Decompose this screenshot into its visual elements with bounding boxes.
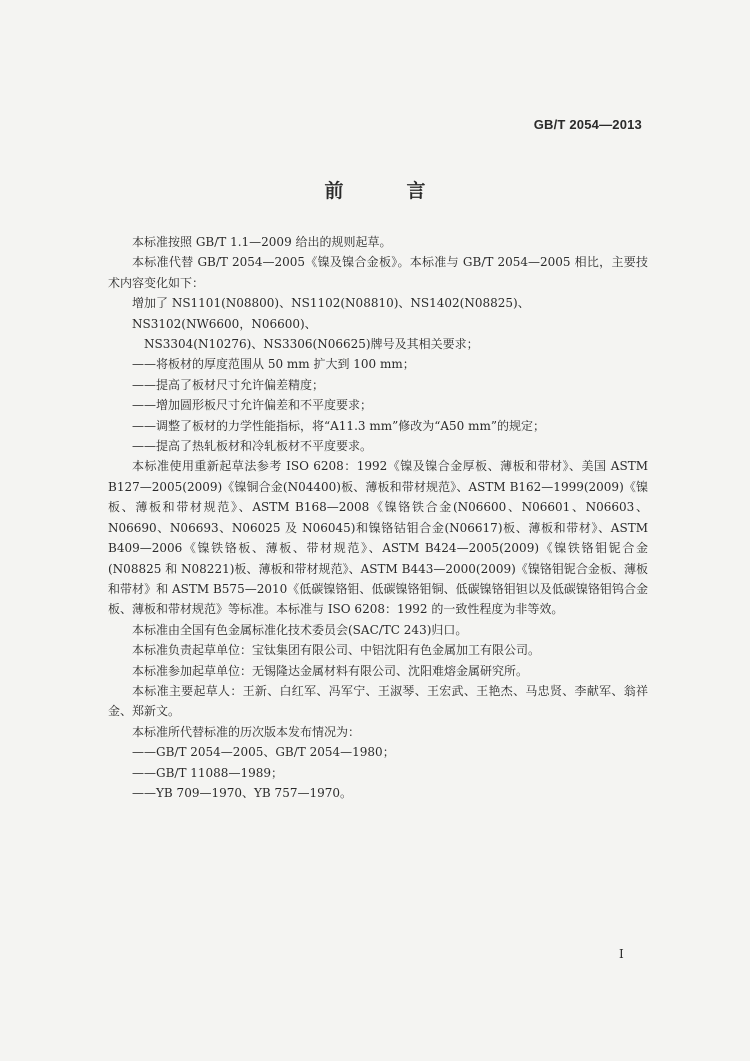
list-item: ——调整了板材的力学性能指标，将“A11.3 mm”修改为“A50 mm”的规定； [132, 418, 546, 433]
list-item: ——提高了板材尺寸允许偏差精度； [132, 377, 325, 392]
list-item: ——提高了热轧板材和冷轧板材不平度要求。 [132, 439, 373, 454]
list-item: ——增加圆形板尺寸允许偏差和不平度要求； [132, 398, 373, 413]
paragraph: 本标准负责起草单位：宝钛集团有限公司、中铝沈阳有色金属加工有限公司。 [132, 643, 541, 658]
page-number: I [619, 947, 624, 961]
list-item-continuation: NS3304(N10276)、NS3306(N06625)牌号及其相关要求； [144, 337, 479, 352]
list-item: ——GB/T 2054—2005、GB/T 2054—1980； [132, 745, 395, 760]
list-item: ——YB 709—1970、YB 757—1970。 [132, 785, 352, 800]
list-item: ——将板材的厚度范围从 50 mm 扩大到 100 mm； [132, 357, 415, 372]
list-item: 增加了 NS1101(N08800)、NS1102(N08810)、NS1402(N08825)、NS3102(NW6600，N06600)、 [132, 296, 530, 331]
paragraph: 本标准由全国有色金属标准化技术委员会(SAC/TC 243)归口。 [132, 622, 468, 637]
paragraph: 本标准主要起草人：王新、白红军、冯军宁、王淑琴、王宏武、王艳杰、马忠贤、李献军、翁祥金、郑新文。 [108, 683, 648, 719]
page-title: 前 言 [324, 180, 448, 202]
paragraph: 本标准所代替标准的历次版本发布情况为： [132, 724, 361, 739]
document-body [108, 232, 648, 803]
list-item: ——GB/T 11088—1989； [132, 765, 283, 780]
paragraph: 本标准使用重新起草法参考 ISO 6208：1992《镍及镍合金厚板、薄板和带材》、美国 ASTM B127—2005(2009)《镍铜合金(N04400)板、薄板和带材规范》、ASTM B162—1999(2009)《镍板、薄板和带材规范》、ASTM B168—2008《镍铬铁合金(N06600、N06601、N06603、N06690、N06693、N06025 及 N06045)和镍铬钴钼合金(N06617)板、薄板和带材》、ASTM B409—2006《镍铁铬板、薄板、带材规范》、ASTM B424—2005(2009)《镍铁铬钼铌合金(N08825 和 N08221)板、薄板和带材规范》、ASTM B443—2000(2009)《镍铬钼铌合金板、薄板和带材》和 ASTM B575—2010《低碳镍铬钼、低碳镍铬钼铜、低碳镍铬钼钽以及低碳镍铬钼钨合金板、薄板和带材规范》等标准。本标准与 ISO 6208：1992 的一致性程度为非等效。 [108, 459, 648, 617]
paragraph: 本标准参加起草单位：无锡隆达金属材料有限公司、沈阳难熔金属研究所。 [132, 663, 529, 678]
paragraph: 本标准按照 GB/T 1.1—2009 给出的规则起草。 [132, 235, 392, 249]
document-code: GB/T 2054—2013 [533, 117, 642, 132]
paragraph: 本标准代替 GB/T 2054—2005《镍及镍合金板》。本标准与 GB/T 2054—2005 相比，主要技术内容变化如下： [108, 255, 648, 290]
